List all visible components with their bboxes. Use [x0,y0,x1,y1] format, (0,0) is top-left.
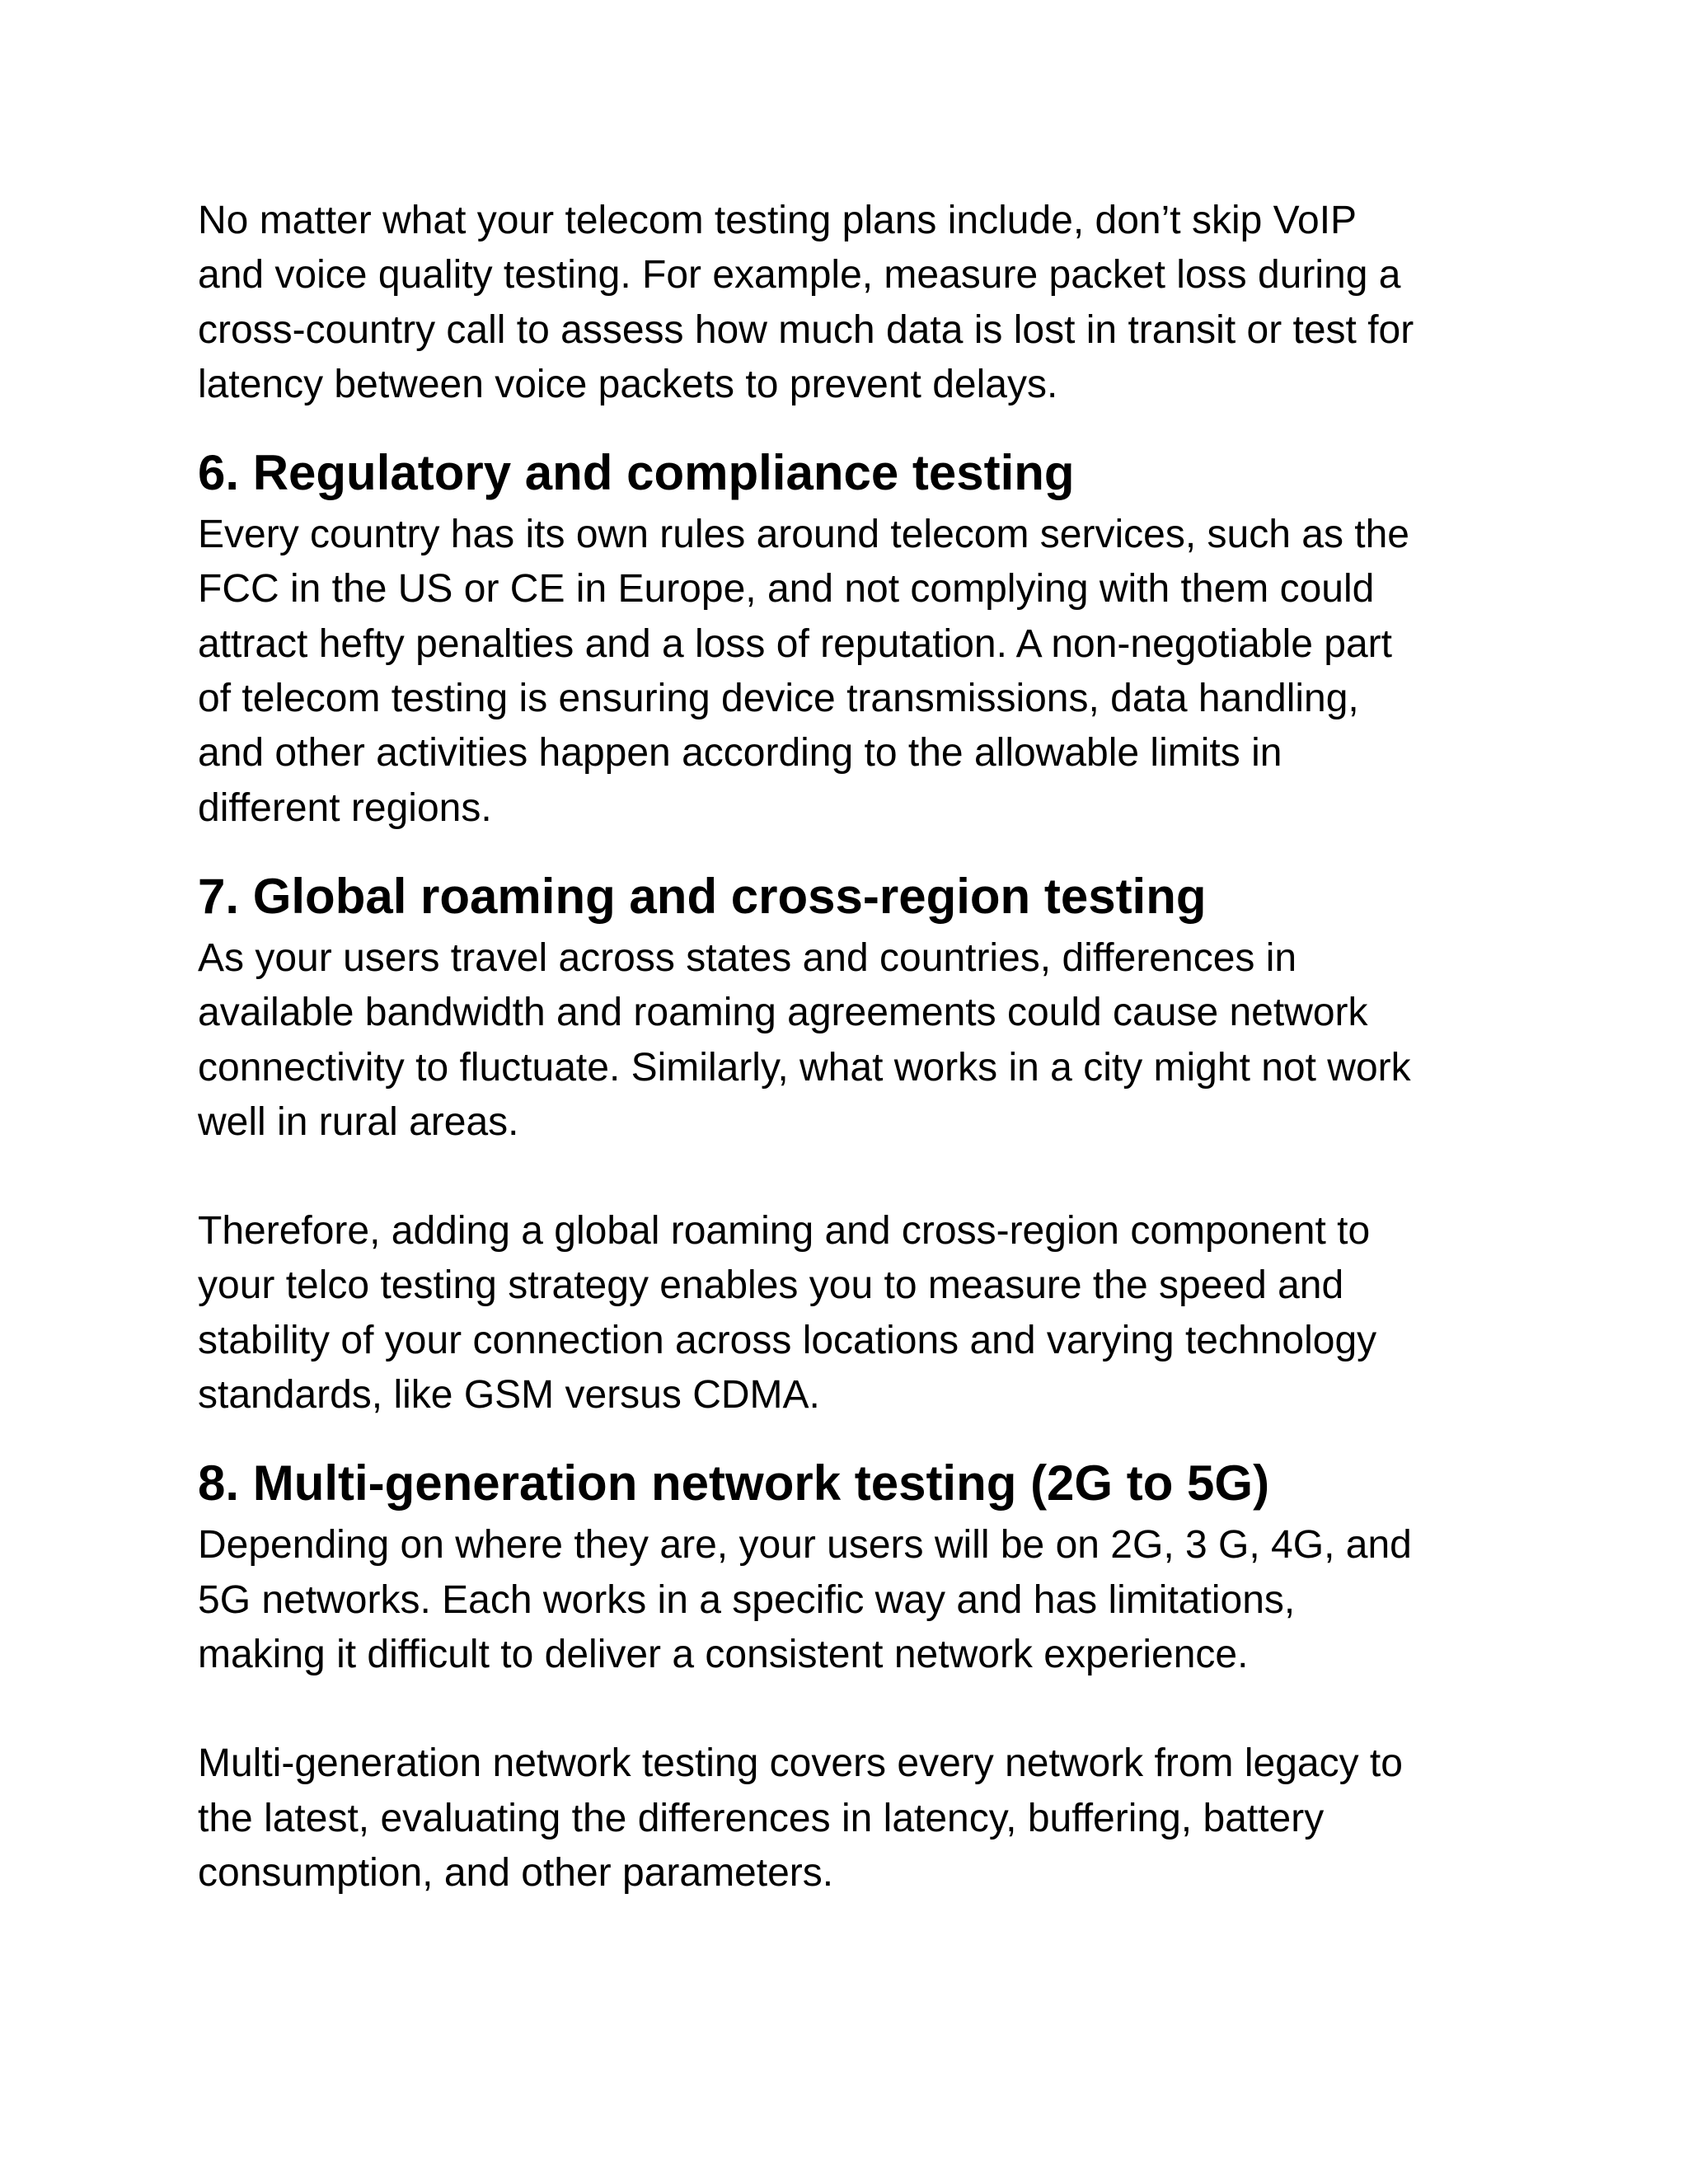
text-line: different regions. [198,785,492,830]
text-line: of telecom testing is ensuring device transmissions, data handling, [198,677,1359,721]
spacer [198,1682,1484,1736]
text-line: cross-country call to assess how much data is lost in transit or test for [198,307,1414,352]
text-line: standards, like GSM versus CDMA. [198,1373,820,1418]
text-line: the latest, evaluating the differences in latency, buffering, battery [198,1796,1325,1840]
text-line: well in rural areas. [198,1099,519,1144]
text-line: Multi-generation network testing covers every network from legacy to [198,1741,1403,1786]
spacer [198,1422,1484,1454]
spacer [198,1150,1484,1204]
text-line: Depending on where they are, your users will be on 2G, 3 G, 4G, and [198,1523,1412,1568]
text-line: Therefore, adding a global roaming and cross-region component to [198,1209,1371,1254]
text-line: consumption, and other parameters. [198,1850,834,1895]
section-heading-multi-generation: 8. Multi-generation network testing (2G to 5G) [198,1455,1270,1511]
spacer [198,836,1484,867]
section-paragraph [198,508,1484,836]
text-line: making it difficult to deliver a consistent network experience. [198,1632,1249,1676]
text-line: and voice quality testing. For example, measure packet loss during a [198,253,1401,298]
text-line: available bandwidth and roaming agreements could cause network [198,991,1368,1035]
section-paragraph [198,1518,1484,1682]
spacer [198,412,1484,443]
document-page [198,194,1484,1900]
intro-paragraph [198,194,1484,412]
section-heading-global-roaming: 7. Global roaming and cross-region testing [198,868,1207,924]
text-line: your telco testing strategy enables you to measure the speed and [198,1263,1344,1308]
section-heading-regulatory: 6. Regulatory and compliance testing [198,445,1075,501]
text-line: FCC in the US or CE in Europe, and not complying with them could [198,567,1375,612]
section-paragraph [198,1204,1484,1422]
text-line: Every country has its own rules around telecom services, such as the [198,513,1409,557]
text-line: As your users travel across states and countries, differences in [198,935,1297,980]
text-line: stability of your connection across locations and varying technology [198,1318,1377,1362]
text-line: connectivity to fluctuate. Similarly, what works in a city might not work [198,1045,1411,1090]
section-paragraph [198,931,1484,1150]
text-line: attract hefty penalties and a loss of reputation. A non-negotiable part [198,621,1392,666]
text-line: and other activities happen according to the allowable limits in [198,731,1282,776]
section-paragraph [198,1736,1484,1900]
text-line: latency between voice packets to prevent delays. [198,362,1058,406]
text-line: No matter what your telecom testing plans include, don’t skip VoIP [198,199,1357,242]
text-line: 5G networks. Each works in a specific way and has limitations, [198,1577,1296,1622]
